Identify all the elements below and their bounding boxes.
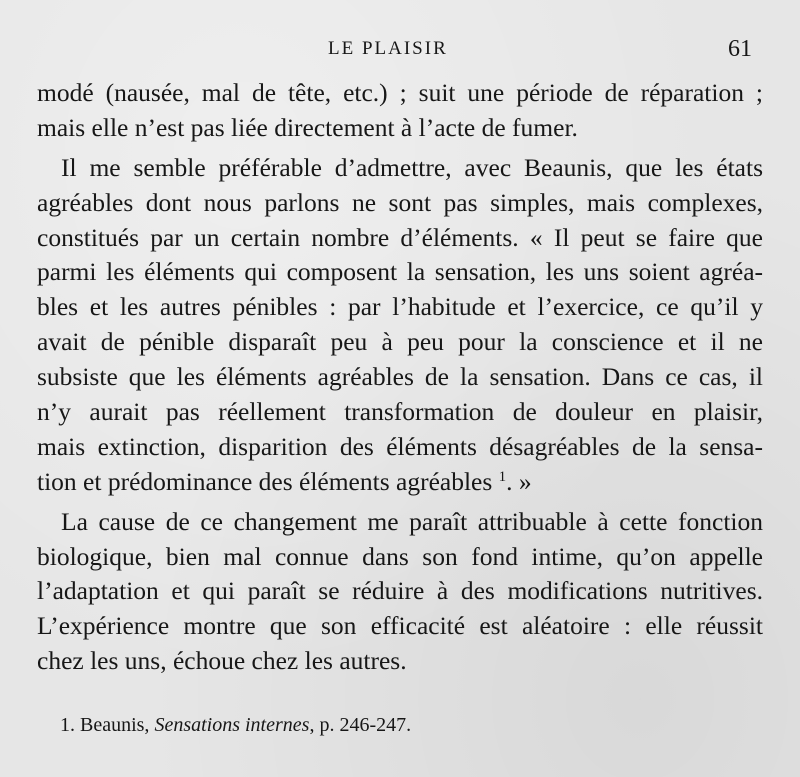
quote-close: . » xyxy=(506,466,532,496)
footnote-pages: , p. 246-247. xyxy=(309,714,412,736)
text-line: l’adaptation et qui paraît se réduire à des modifications nutritives. xyxy=(37,576,763,606)
text-line: La cause de ce changement me paraît attribuable à cette fonction xyxy=(61,506,763,536)
text-line: agréables dont nous parlons ne sont pas simples, mais complexes, xyxy=(37,187,763,217)
page-number: 61 xyxy=(728,36,752,62)
text-line: chez les uns, échoue chez les autres. xyxy=(37,646,407,676)
text-line: constitués par un certain nombre d’éléments. « Il peut se faire que xyxy=(37,222,763,252)
text-line: avait de pénible disparaît peu à peu pour la conscience et il ne xyxy=(37,327,763,357)
text-fragment: tion et prédominance des éléments agréables xyxy=(37,466,493,496)
body-text xyxy=(37,76,763,679)
text-line: mais elle n’est pas liée directement à l’acte de fumer. xyxy=(37,112,578,142)
text-line: n’y aurait pas réellement transformation de douleur en plaisir, xyxy=(37,397,763,427)
footnote-number: 1. xyxy=(60,714,75,736)
running-title: LE PLAISIR xyxy=(328,38,448,59)
running-head xyxy=(0,34,800,64)
text-line-last xyxy=(37,465,763,500)
footnote xyxy=(60,712,411,738)
footnote-ref: 1 xyxy=(498,468,507,485)
text-line: mais extinction, disparition des éléments désagréables de la sensa- xyxy=(37,431,763,461)
text-line: parmi les éléments qui composent la sensation, les uns soient agréa- xyxy=(37,257,763,287)
footnote-author: Beaunis, xyxy=(80,714,150,736)
text-line: subsiste que les éléments agréables de la sensation. Dans ce cas, il xyxy=(37,362,763,392)
text-line: Il me semble préférable d’admettre, avec Beaunis, que les états xyxy=(61,152,763,182)
text-line: biologique, bien mal connue dans son fond intime, qu’on appelle xyxy=(37,541,763,571)
text-line: L’expérience montre que son efficacité est aléatoire : elle réussit xyxy=(37,611,763,641)
text-line: bles et les autres pénibles : par l’habitude et l’exercice, ce qu’il y xyxy=(37,292,763,322)
text-line: modé (nausée, mal de tête, etc.) ; suit une période de réparation ; xyxy=(37,78,763,107)
footnote-title: Sensations internes xyxy=(154,714,310,736)
